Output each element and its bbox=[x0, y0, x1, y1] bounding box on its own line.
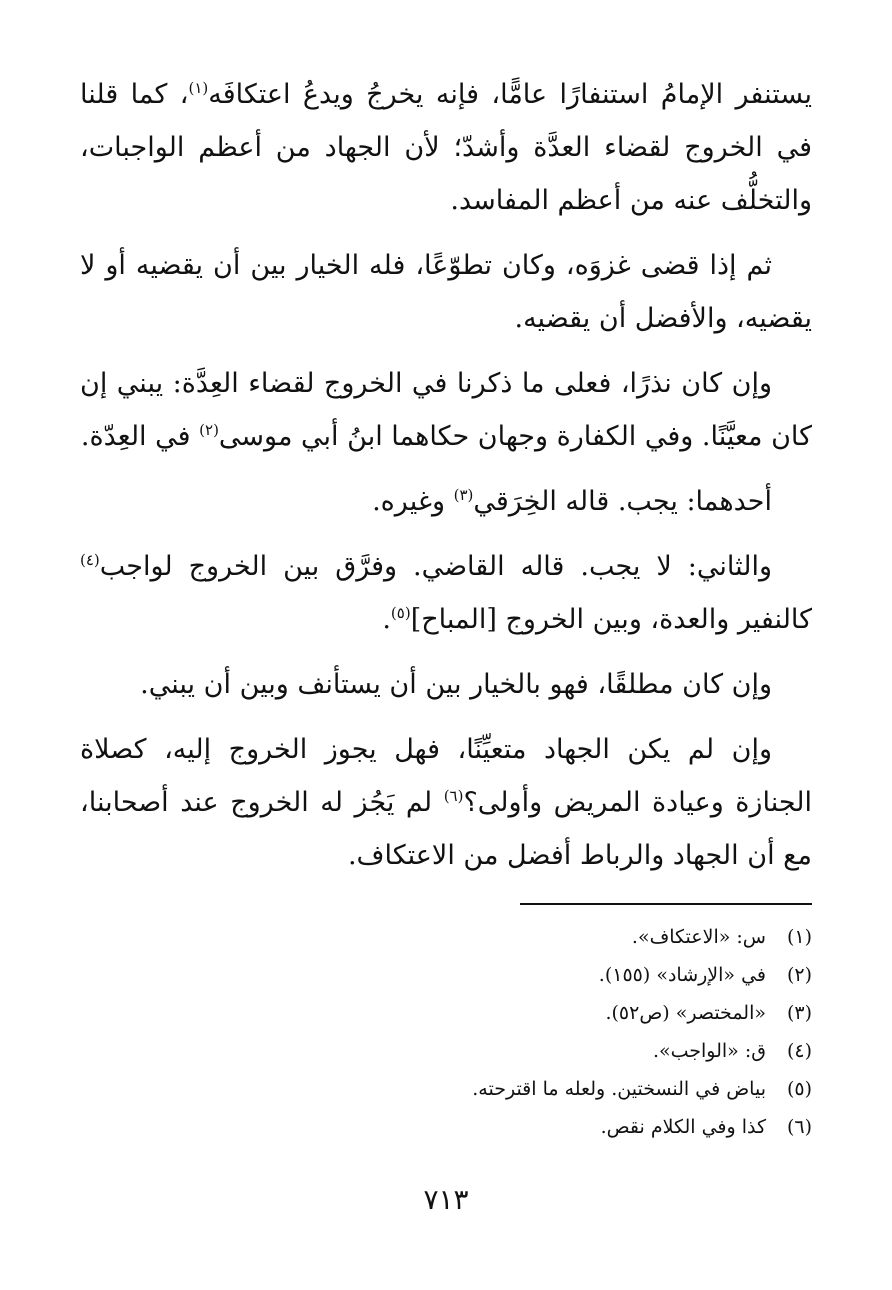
paragraph-7-text-a: وإن لم يكن الجهاد متعيِّنًا، فهل يجوز الخروج إليه، كصلاة الجنازة وعيادة المريض وأولى؟ bbox=[80, 734, 812, 818]
footnote-text: «المختصر» (ص٥٢). bbox=[605, 1002, 766, 1024]
footnote-ref-6[interactable]: (٦) bbox=[443, 787, 464, 805]
footnote-divider bbox=[520, 903, 812, 905]
footnote-item bbox=[80, 918, 812, 956]
footnote-ref-5[interactable]: (٥) bbox=[390, 604, 411, 622]
paragraph-4-text-b: وغيره. bbox=[372, 486, 454, 517]
footnote-number: (٢) bbox=[786, 964, 812, 986]
paragraph-2: ثم إذا قضى غزوَه، وكان تطوّعًا، فله الخيار بين أن يقضيه أو لا يقضيه، والأفضل أن يقضيه. bbox=[80, 250, 812, 334]
paragraph-4 bbox=[80, 475, 812, 528]
main-text bbox=[80, 68, 812, 894]
footnote-item bbox=[80, 1070, 812, 1108]
footnote-ref-4[interactable]: (٤) bbox=[80, 551, 100, 569]
paragraph-1 bbox=[80, 68, 812, 227]
footnote-text: في «الإرشاد» (١٥٥). bbox=[598, 964, 766, 986]
footnote-item bbox=[80, 956, 812, 994]
footnote-number: (١) bbox=[786, 926, 812, 948]
paragraph-5-text-a: والثاني: لا يجب. قاله القاضي. وفرَّق بين الخروج لواجب bbox=[99, 551, 772, 582]
page-number: ٧١٣ bbox=[423, 1183, 469, 1216]
paragraph-3-text-a: وإن كان نذرًا، فعلى ما ذكرنا في الخروج لقضاء العِدَّة: يبني إن كان معيَّنًا. وفي الكفارة وجهان حكاهما ابنُ أبي موسى bbox=[80, 368, 812, 452]
footnote-number: (٤) bbox=[786, 1040, 812, 1062]
footnote-number: (٣) bbox=[786, 1002, 812, 1024]
paragraph-1-text-b: ، كما قلنا في الخروج لقضاء العدَّة وأشدّ؛ لأن الجهاد من أعظم الواجبات، والتخلُّف عنه من أعظم المفاسد. bbox=[80, 79, 812, 216]
paragraph-5 bbox=[80, 540, 812, 646]
footnote-text: بياض في النسختين. ولعله ما اقترحته. bbox=[472, 1078, 766, 1100]
paragraph-3 bbox=[80, 357, 812, 463]
footnote-ref-2[interactable]: (٢) bbox=[199, 421, 219, 439]
footnote-text: س: «الاعتكاف». bbox=[631, 926, 766, 948]
footnote-item bbox=[80, 994, 812, 1032]
footnote-item bbox=[80, 1108, 812, 1146]
footnote-item bbox=[80, 1032, 812, 1070]
paragraph-4-text-a: أحدهما: يجب. قاله الخِرَقي bbox=[473, 486, 772, 517]
paragraph-1-text-a: يستنفر الإمامُ استنفارًا عامًّا، فإنه يخرجُ ويدعُ اعتكافَه bbox=[208, 79, 812, 110]
paragraph-5-text-c: . bbox=[382, 604, 391, 635]
paragraph-5-text-b: كالنفير والعدة، وبين الخروج [المباح] bbox=[410, 604, 812, 635]
footnotes-list bbox=[80, 918, 812, 1146]
footnote-text: ق: «الواجب». bbox=[652, 1040, 766, 1062]
footnote-number: (٥) bbox=[786, 1078, 812, 1100]
paragraph-3-text-b: في العِدّة. bbox=[80, 421, 200, 452]
footnote-text: كذا وفي الكلام نقص. bbox=[600, 1116, 766, 1138]
paragraph-6: وإن كان مطلقًا، فهو بالخيار بين أن يستأنف وبين أن يبني. bbox=[140, 669, 772, 700]
footnote-ref-3[interactable]: (٣) bbox=[453, 486, 474, 504]
paragraph-7 bbox=[80, 723, 812, 882]
footnote-number: (٦) bbox=[786, 1116, 812, 1138]
paragraph-7-text-b: لم يَجُز له الخروج عند أصحابنا، مع أن الجهاد والرباط أفضل من الاعتكاف. bbox=[80, 787, 812, 871]
footnote-ref-1[interactable]: (١) bbox=[188, 79, 209, 97]
